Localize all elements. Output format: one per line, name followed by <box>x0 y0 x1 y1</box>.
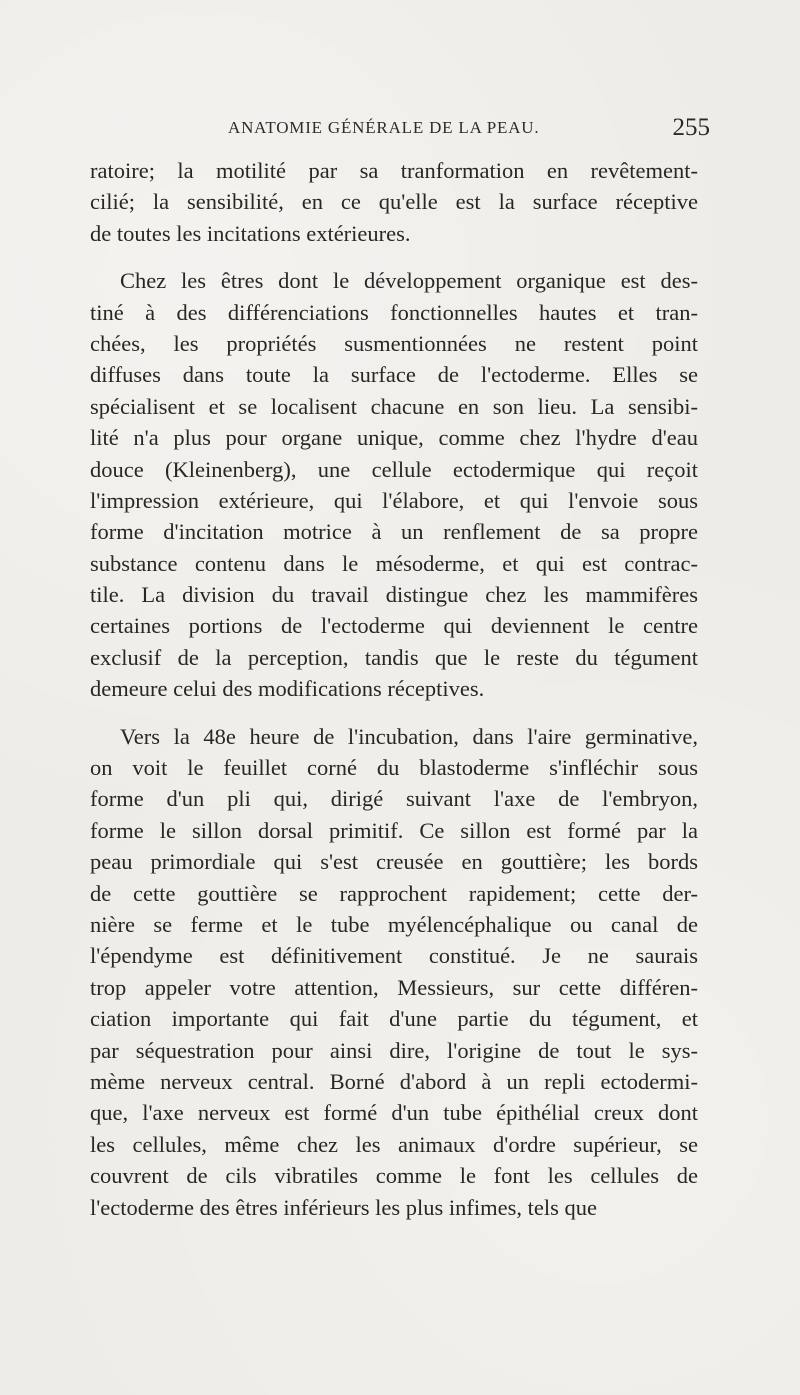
text-line: trop appeler votre attention, Messieurs, sur cette différen- <box>90 974 698 1000</box>
text-line: ciation importante qui fait d'une partie du tégument, et <box>90 1006 698 1032</box>
text-line: on voit le feuillet corné du blastoderme s'infléchir sous <box>90 755 698 781</box>
text-line: demeure celui des modifications réceptives. <box>90 676 485 702</box>
text-line: chées, les propriétés susmentionnées ne restent point <box>90 330 698 356</box>
page-number: 255 <box>672 114 710 141</box>
text-line: nière se ferme et le tube myélencéphalique ou canal de <box>90 911 698 937</box>
text-line: de toutes les incitations extérieures. <box>90 220 411 246</box>
text-line: l'impression extérieure, qui l'élabore, et qui l'envoie sous <box>90 487 698 513</box>
text-line: spécialisent et se localisent chacune en son lieu. La sensibi- <box>90 393 698 419</box>
text-line: Chez les êtres dont le développement organique est des- <box>120 268 698 294</box>
text-line: l'épendyme est définitivement constitué. Je ne saurais <box>90 943 698 969</box>
text-line: mème nerveux central. Borné d'abord à un repli ectodermi- <box>90 1068 698 1094</box>
text-line: l'ectoderme des êtres inférieurs les plus infimes, tels que <box>90 1194 598 1220</box>
text-line: par séquestration pour ainsi dire, l'origine de tout le sys- <box>90 1037 698 1063</box>
text-line: cilié; la sensibilité, en ce qu'elle est la surface réceptive <box>90 189 698 215</box>
text-line: substance contenu dans le mésoderme, et qui est contrac- <box>90 550 698 576</box>
text-line: lité n'a plus pour organe unique, comme chez l'hydre d'eau <box>90 425 698 451</box>
text-line: douce (Kleinenberg), une cellule ectodermique qui reçoit <box>90 456 698 482</box>
text-line: diffuses dans toute la surface de l'ectoderme. Elles se <box>90 362 698 388</box>
text-line: tile. La division du travail distingue chez les mammifères <box>90 582 698 608</box>
text-line: peau primordiale qui s'est creusée en gouttière; les bords <box>90 849 698 875</box>
text-line: que, l'axe nerveux est formé d'un tube épithélial creux dont <box>90 1100 698 1126</box>
text-line: forme le sillon dorsal primitif. Ce sillon est formé par la <box>90 817 698 843</box>
text-line: ratoire; la motilité par sa tranformation en revêtement- <box>90 158 698 183</box>
body-text <box>90 155 698 1223</box>
text-line: de cette gouttière se rapprochent rapidement; cette der- <box>90 880 698 906</box>
running-title: ANATOMIE GÉNÉRALE DE LA PEAU. <box>228 118 540 137</box>
running-head <box>90 114 710 144</box>
text-line: exclusif de la perception, tandis que le reste du tégument <box>90 644 698 670</box>
text-line: Vers la 48e heure de l'incubation, dans l'aire germinative, <box>120 723 698 749</box>
paragraph-gap <box>90 705 698 721</box>
text-line: forme d'un pli qui, dirigé suivant l'axe de l'embryon, <box>90 786 698 812</box>
paragraph-gap <box>90 249 698 265</box>
text-line: forme d'incitation motrice à un renflement de sa propre <box>90 519 698 545</box>
text-line: couvrent de cils vibratiles comme le font les cellules de <box>90 1163 698 1189</box>
text-line: certaines portions de l'ectoderme qui deviennent le centre <box>90 613 698 639</box>
text-line: tiné à des différenciations fonctionnelles hautes et tran- <box>90 299 698 325</box>
text-line: les cellules, même chez les animaux d'ordre supérieur, se <box>90 1131 698 1157</box>
